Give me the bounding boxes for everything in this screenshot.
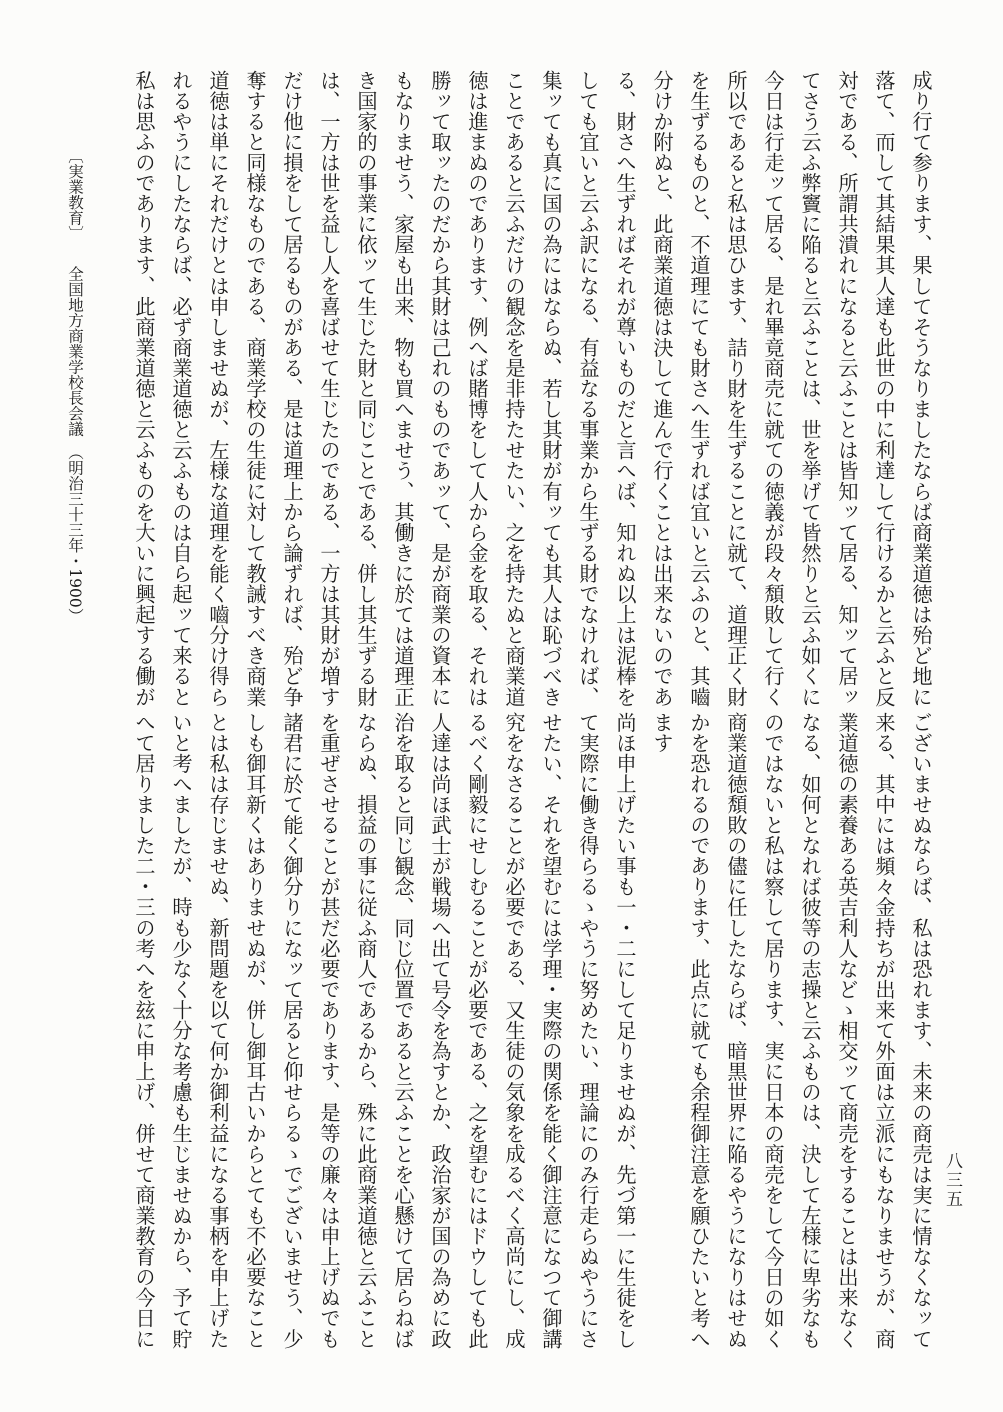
text-column: 尚ほ申上げたい事も一・二にして足りませぬが、先づ第一に生徒をし [613, 712, 637, 1350]
text-column: るべく剛毅にせしむることが必要である、之を望むにはドウしても此 [465, 712, 489, 1350]
text-column: 対である、所謂共潰れになると云ふことは皆知ッて居る、知ッて居ッ [835, 70, 859, 708]
text-column: なる、如何となれば彼等の志操と云ふものは、決して左様に卑劣なも [798, 712, 822, 1350]
text-column: 私は思ふのであります、此商業道徳と云ふものを大いに興起する働が [132, 70, 156, 708]
text-column: を重ぜさせることが甚だ必要であります、是等の廉々は申上げぬでも [317, 712, 341, 1350]
text-column: 道徳は単にそれだけとは申しませぬが、左様な道理を能く嚙分け得ら [206, 70, 230, 708]
text-column: 治を取ると同じ観念、同じ位置であると云ふことを心懸けて居らねば [391, 712, 415, 1350]
text-column: だけ他に損をして居るものがある、是は道理上から論ずれば、殆ど争 [280, 70, 304, 708]
text-column: 集ッても真に国の為にはならぬ、若し其財が有ッても其人は恥づべき [539, 70, 563, 708]
text-column: 落て、而して其結果其人達も此世の中に利達して行けるかと云ふと反 [872, 70, 896, 708]
text-column: もなりませう、家屋も出来、物も買へませう、其働きに於ては道理正 [391, 70, 415, 708]
text-column: て実際に働き得らるゝやうに努めたい、理論にのみ行走らぬやうにさ [576, 712, 600, 1350]
text-column: へて居りました二・三の考へを玆に申上げ、併せて商業教育の今日に [132, 712, 156, 1350]
text-column: き国家的の事業に依ッて生じた財と同じことである、併し其生ずる財 [354, 70, 378, 708]
text-column: せたい、それを望むには学理・実際の関係を能く御注意になつて御講 [539, 712, 563, 1350]
text-column: 所以であると私は思ひます、詰り財を生ずることに就て、道理正く財 [724, 70, 748, 708]
text-column: 徳は進まぬのであります、例へば賭博をして人から金を取る、それは [465, 70, 489, 708]
text-column: ことであると云ふだけの観念を是非持たせたい、之を持たぬと商業道 [502, 70, 526, 708]
text-column: る、財さへ生ずればそれが尊いものだと言へば、知れぬ以上は泥棒を [613, 70, 637, 708]
text-column: 究をなさることが必要である、又生徒の気象を成るべく高尚にし、成 [502, 712, 526, 1350]
text-column: 諸君に於て能く御分りになッて居ると仰せらるゝでございませう、少 [280, 712, 304, 1350]
text-column: てさう云ふ弊竇に陥ると云ふことは、世を挙げて皆然りと云ふ如くに [798, 70, 822, 708]
text-column: 商業道徳頽敗の儘に任したならば、暗黒世界に陥るやうになりはせぬ [724, 712, 748, 1350]
text-column: しても宜いと云ふ訳になる、有益なる事業から生ずる財でなければ、 [576, 70, 600, 708]
text-column: 勝ッて取ッたのだから其財は己れのものであッて、是が商業の資本に [428, 70, 452, 708]
text-column: れるやうにしたならば、必ず商業道徳と云ふものは自ら起ッて来ると [169, 70, 193, 708]
text-column: 人達は尚ほ武士が戦場へ出て号令を為すとか、政治家が国の為めに政 [428, 712, 452, 1350]
text-column: 業道徳の素養ある英吉利人などゝ相交ッて商売をすることは出来なく [835, 712, 859, 1350]
text-column: しも御耳新くはありませぬが、併し御耳古いからとても不必要なこと [243, 712, 267, 1350]
text-column: 来る、其中には頻々金持ちが出来て外面は立派にもなりませうが、商 [872, 712, 896, 1350]
text-column: 分けか附ぬと、此商業道徳は決して進んで行くことは出来ないのであ [650, 70, 674, 708]
text-column: 今日は行走ッて居る、是れ畢竟商売に就ての徳義が段々頽敗して行く [761, 70, 785, 708]
text-column: のではないと私は察して居ります、実に日本の商売をして今日の如く [761, 712, 785, 1350]
text-column: かを恐れるのであります、此点に就ても余程御注意を願ひたいと考へ [687, 712, 711, 1350]
text-column: ます [650, 712, 674, 754]
text-column: とは私は存じませぬ、新問題を以て何か御利益になる事柄を申上げた [206, 712, 230, 1350]
text-column: 成り行て参ります、果してそうなりましたならば商業道徳は殆ど地に [909, 70, 933, 708]
text-column: を生ずるものと、不道理にても財さへ生ずれば宜いと云ふのと、其嚙 [687, 70, 711, 708]
text-column: ございませぬならば、私は恐れます、未来の商売は実に情なくなッて [909, 712, 933, 1350]
journal-title: 〔実業教育〕 [66, 148, 84, 241]
text-column: 奪すると同様なものである、商業学校の生徒に対して教誡すべき商業 [243, 70, 267, 708]
text-column: ならぬ、損益の事に従ふ商人であるから、殊に此商業道徳と云ふこと [354, 712, 378, 1350]
text-column: は、一方は世を益し人を喜ばせて生じたのである、一方は其財が増す [317, 70, 341, 708]
page-number: 八三五 [942, 1152, 962, 1209]
text-column: いと考へましたが、時も少なく十分な考慮も生じませぬから、予て貯 [169, 712, 193, 1350]
article-title: 全国地方商業学校長会議 （明治三十三年・1900） [66, 266, 84, 624]
